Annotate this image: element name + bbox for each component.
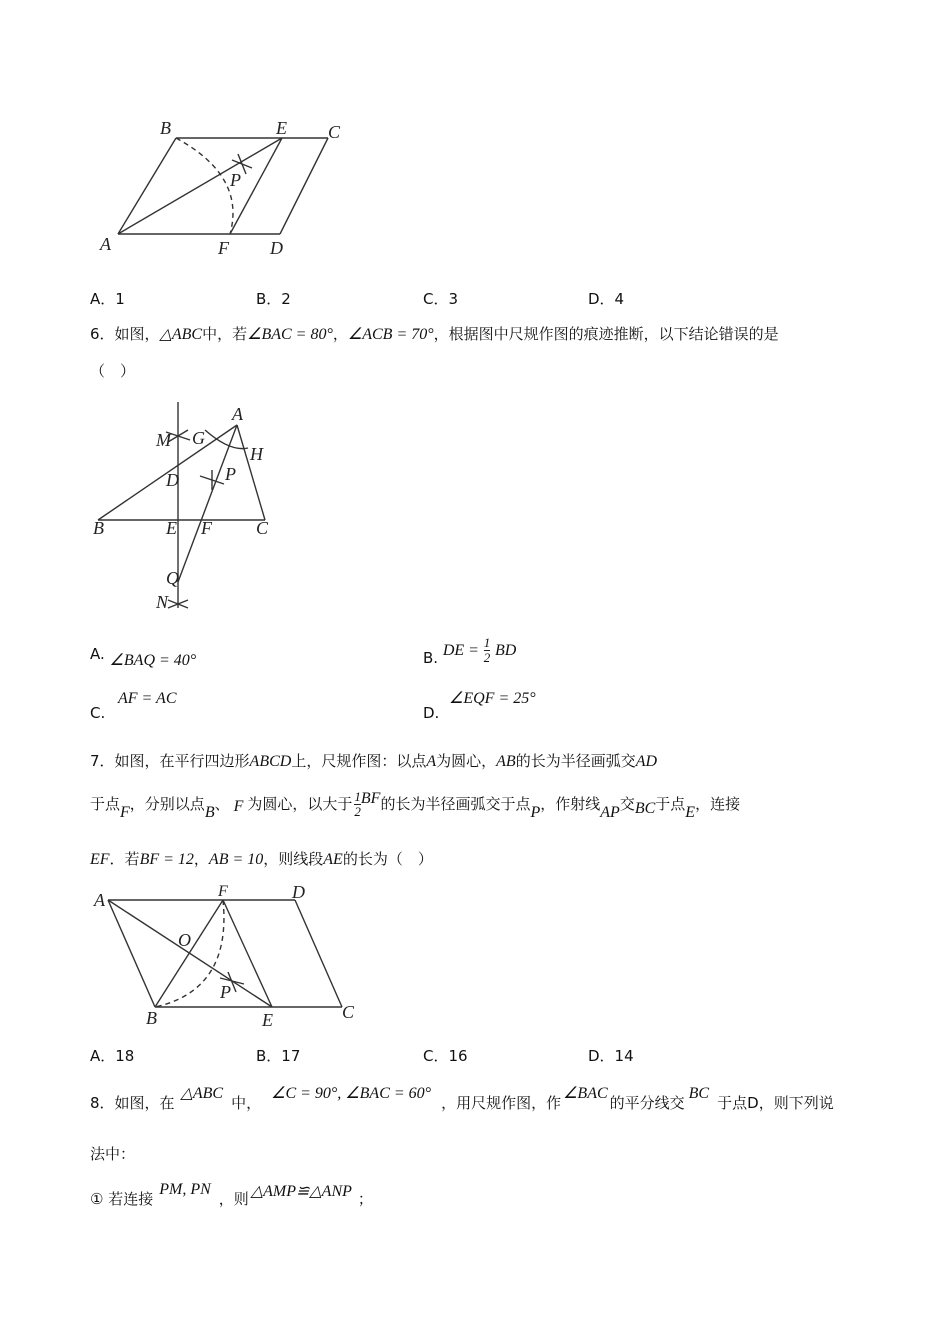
q7-stem-line3 [90,848,433,869]
q7-l1-g: 的长为半径画弧交 [515,752,636,770]
q7-l2-d: B [204,804,215,821]
q8-stem-line2: 法中： [90,1145,136,1163]
q8-d: D [747,1094,759,1112]
q6-option-a-text: ∠BAQ = 40° [109,652,197,669]
q7-label-E: E [262,1010,273,1030]
q7-option-d[interactable]: D．14 [588,1047,634,1065]
q7-l3-a: EF [90,851,110,868]
q6-option-d-text: ∠EQF = 25° [449,690,536,707]
q6-label-P: P [225,464,236,484]
q6-triangle: △ABC [159,326,203,343]
q6-label-N: N [156,592,169,612]
q7-l2-c: ，分别以点 [129,795,205,813]
q7-label-A: A [94,890,105,910]
q5-label-D: D [270,238,283,258]
q8-triangle: △ABC [180,1085,224,1102]
q8-angles: ∠C = 90°, ∠BAC = 60° [271,1085,432,1102]
q7-l2-f: F [233,798,244,815]
q7-l3-g: AE [323,851,343,868]
q7-l2-i: 的长为半径画弧交于点 [380,795,531,813]
q6-number: 6．如图， [90,325,160,343]
q5-option-c[interactable]: C．3 [423,290,459,308]
q7-l1-c: 上，尺规作图：以点 [291,752,427,770]
q5-parallelogram-figure [90,110,360,270]
q7-l2-l: AP [600,804,620,821]
q5-option-a[interactable]: A．1 [90,290,125,308]
q6-condition-2: ∠ACB = 70° [347,326,434,343]
q7-label-B: B [146,1008,157,1028]
q8-bc: BC [688,1085,710,1102]
q7-l1-f: AB [496,753,516,770]
q8-angle-bac: ∠BAC [563,1085,608,1102]
q7-l2-h: BF [360,790,381,807]
q6-tail: ，根据图中尺规作图的痕迹推断，以下结论错误的是 [433,325,779,343]
q7-l2-numerator: 1 [354,789,361,804]
q5-option-b[interactable]: B．2 [256,290,291,308]
q7-l2-g: 为圆心，以大于 [247,795,353,813]
q7-option-b[interactable]: B．17 [256,1047,301,1065]
q6-triangle-figure [90,400,290,615]
q8-k: ，则下列说 [758,1094,834,1112]
q7-l1-d: A [426,753,437,770]
q6-option-b-label: B. [423,649,439,667]
q5-label-B: B [160,118,171,138]
q8-s1-b: PM, PN [159,1181,211,1198]
q7-l3-h: 的长为（ ） [342,850,433,868]
q8-i: 于点 [717,1094,748,1112]
q7-stem-line2 [90,790,740,819]
q5-label-F: F [218,238,229,258]
q7-l2-j: P [530,804,541,821]
q6-stem [90,323,779,344]
q6-option-b-left: DE = [442,642,479,659]
q7-l1-h: AD [635,753,658,770]
q6-option-b-right: BD [495,642,517,659]
q6-option-a[interactable] [90,644,197,669]
q8-g: 的平分线交 [609,1094,685,1112]
q7-parallelogram-figure [90,880,370,1030]
q7-l2-m: 交 [619,795,635,813]
q6-option-c[interactable] [90,690,177,722]
q6-label-E: E [166,518,177,538]
q7-l3-c: BF = 12 [139,851,194,868]
q5-label-E: E [276,118,287,138]
q7-l1-b: ABCD [249,753,292,770]
q8-stem-line1 [90,1085,834,1115]
q7-l2-n: BC [634,800,656,817]
q8-c: 中， [231,1094,262,1112]
q6-label-M: M [156,430,171,450]
q8-s1-d: △AMP≌△ANP [250,1183,352,1200]
q5-label-C: C [328,122,341,142]
q7-label-P: P [220,982,231,1002]
q6-label-A: A [232,404,243,424]
q7-l2-b: F [120,804,130,821]
q6-option-d[interactable] [423,690,536,722]
q7-label-D: D [292,882,305,902]
q7-l1-e: 为圆心， [436,752,497,770]
q7-option-c[interactable]: C．16 [423,1047,468,1065]
q7-l2-e: 、 [214,795,230,813]
q8-e: ，用尺规作图，作 [441,1094,562,1112]
q5-label-A: A [100,234,111,254]
q7-l2-a: 于点 [90,795,121,813]
q6-option-b[interactable] [423,636,516,665]
q7-l1-a: 7．如图，在平行四边形 [90,752,250,770]
q6-sep: ， [332,325,348,343]
q6-option-b-denominator: 2 [483,650,491,665]
q6-option-d-label: D. [423,704,440,722]
q7-l3-e: AB = 10 [208,851,264,868]
q7-option-a[interactable]: A．18 [90,1047,135,1065]
q5-label-P: P [230,170,241,190]
q6-option-c-label: C. [90,704,106,722]
q6-label-C: C [256,518,269,538]
q8-s1-a: ① 若连接 [90,1190,154,1208]
q8-statement-1 [90,1181,373,1211]
q6-label-D: D [166,470,179,490]
q8-s1-c: ，则 [218,1190,249,1208]
q6-paren: （ ） [90,362,136,380]
q7-label-F: F [218,883,228,900]
q6-option-b-numerator: 1 [483,635,491,650]
q7-l2-q: ，连接 [695,795,741,813]
q7-label-O: O [178,930,191,950]
q6-label-F: F [201,518,212,538]
q7-stem-line1 [90,750,657,771]
q5-option-d[interactable]: D．4 [588,290,625,308]
q6-option-a-label: A. [90,645,105,663]
q6-mid: 中，若 [202,325,248,343]
q7-l2-p: E [685,804,696,821]
q7-l2-o: 于点 [655,795,686,813]
q6-label-B: B [93,518,104,538]
q7-label-C: C [342,1002,355,1022]
q6-label-Q: Q [166,568,179,588]
q7-l3-b: ．若 [109,850,140,868]
q6-label-H: H [250,444,263,464]
q7-l2-denominator: 2 [354,804,361,819]
q6-label-G: G [192,428,205,448]
q8-a: 8．如图，在 [90,1094,175,1112]
q7-l2-k: ，作射线 [540,795,601,813]
q6-condition-1: ∠BAC = 80° [247,326,333,343]
q8-s1-e: ； [357,1190,373,1208]
q7-l3-f: ，则线段 [263,850,324,868]
q6-option-c-text: AF = AC [118,690,177,707]
q7-l3-d: ， [193,850,209,868]
